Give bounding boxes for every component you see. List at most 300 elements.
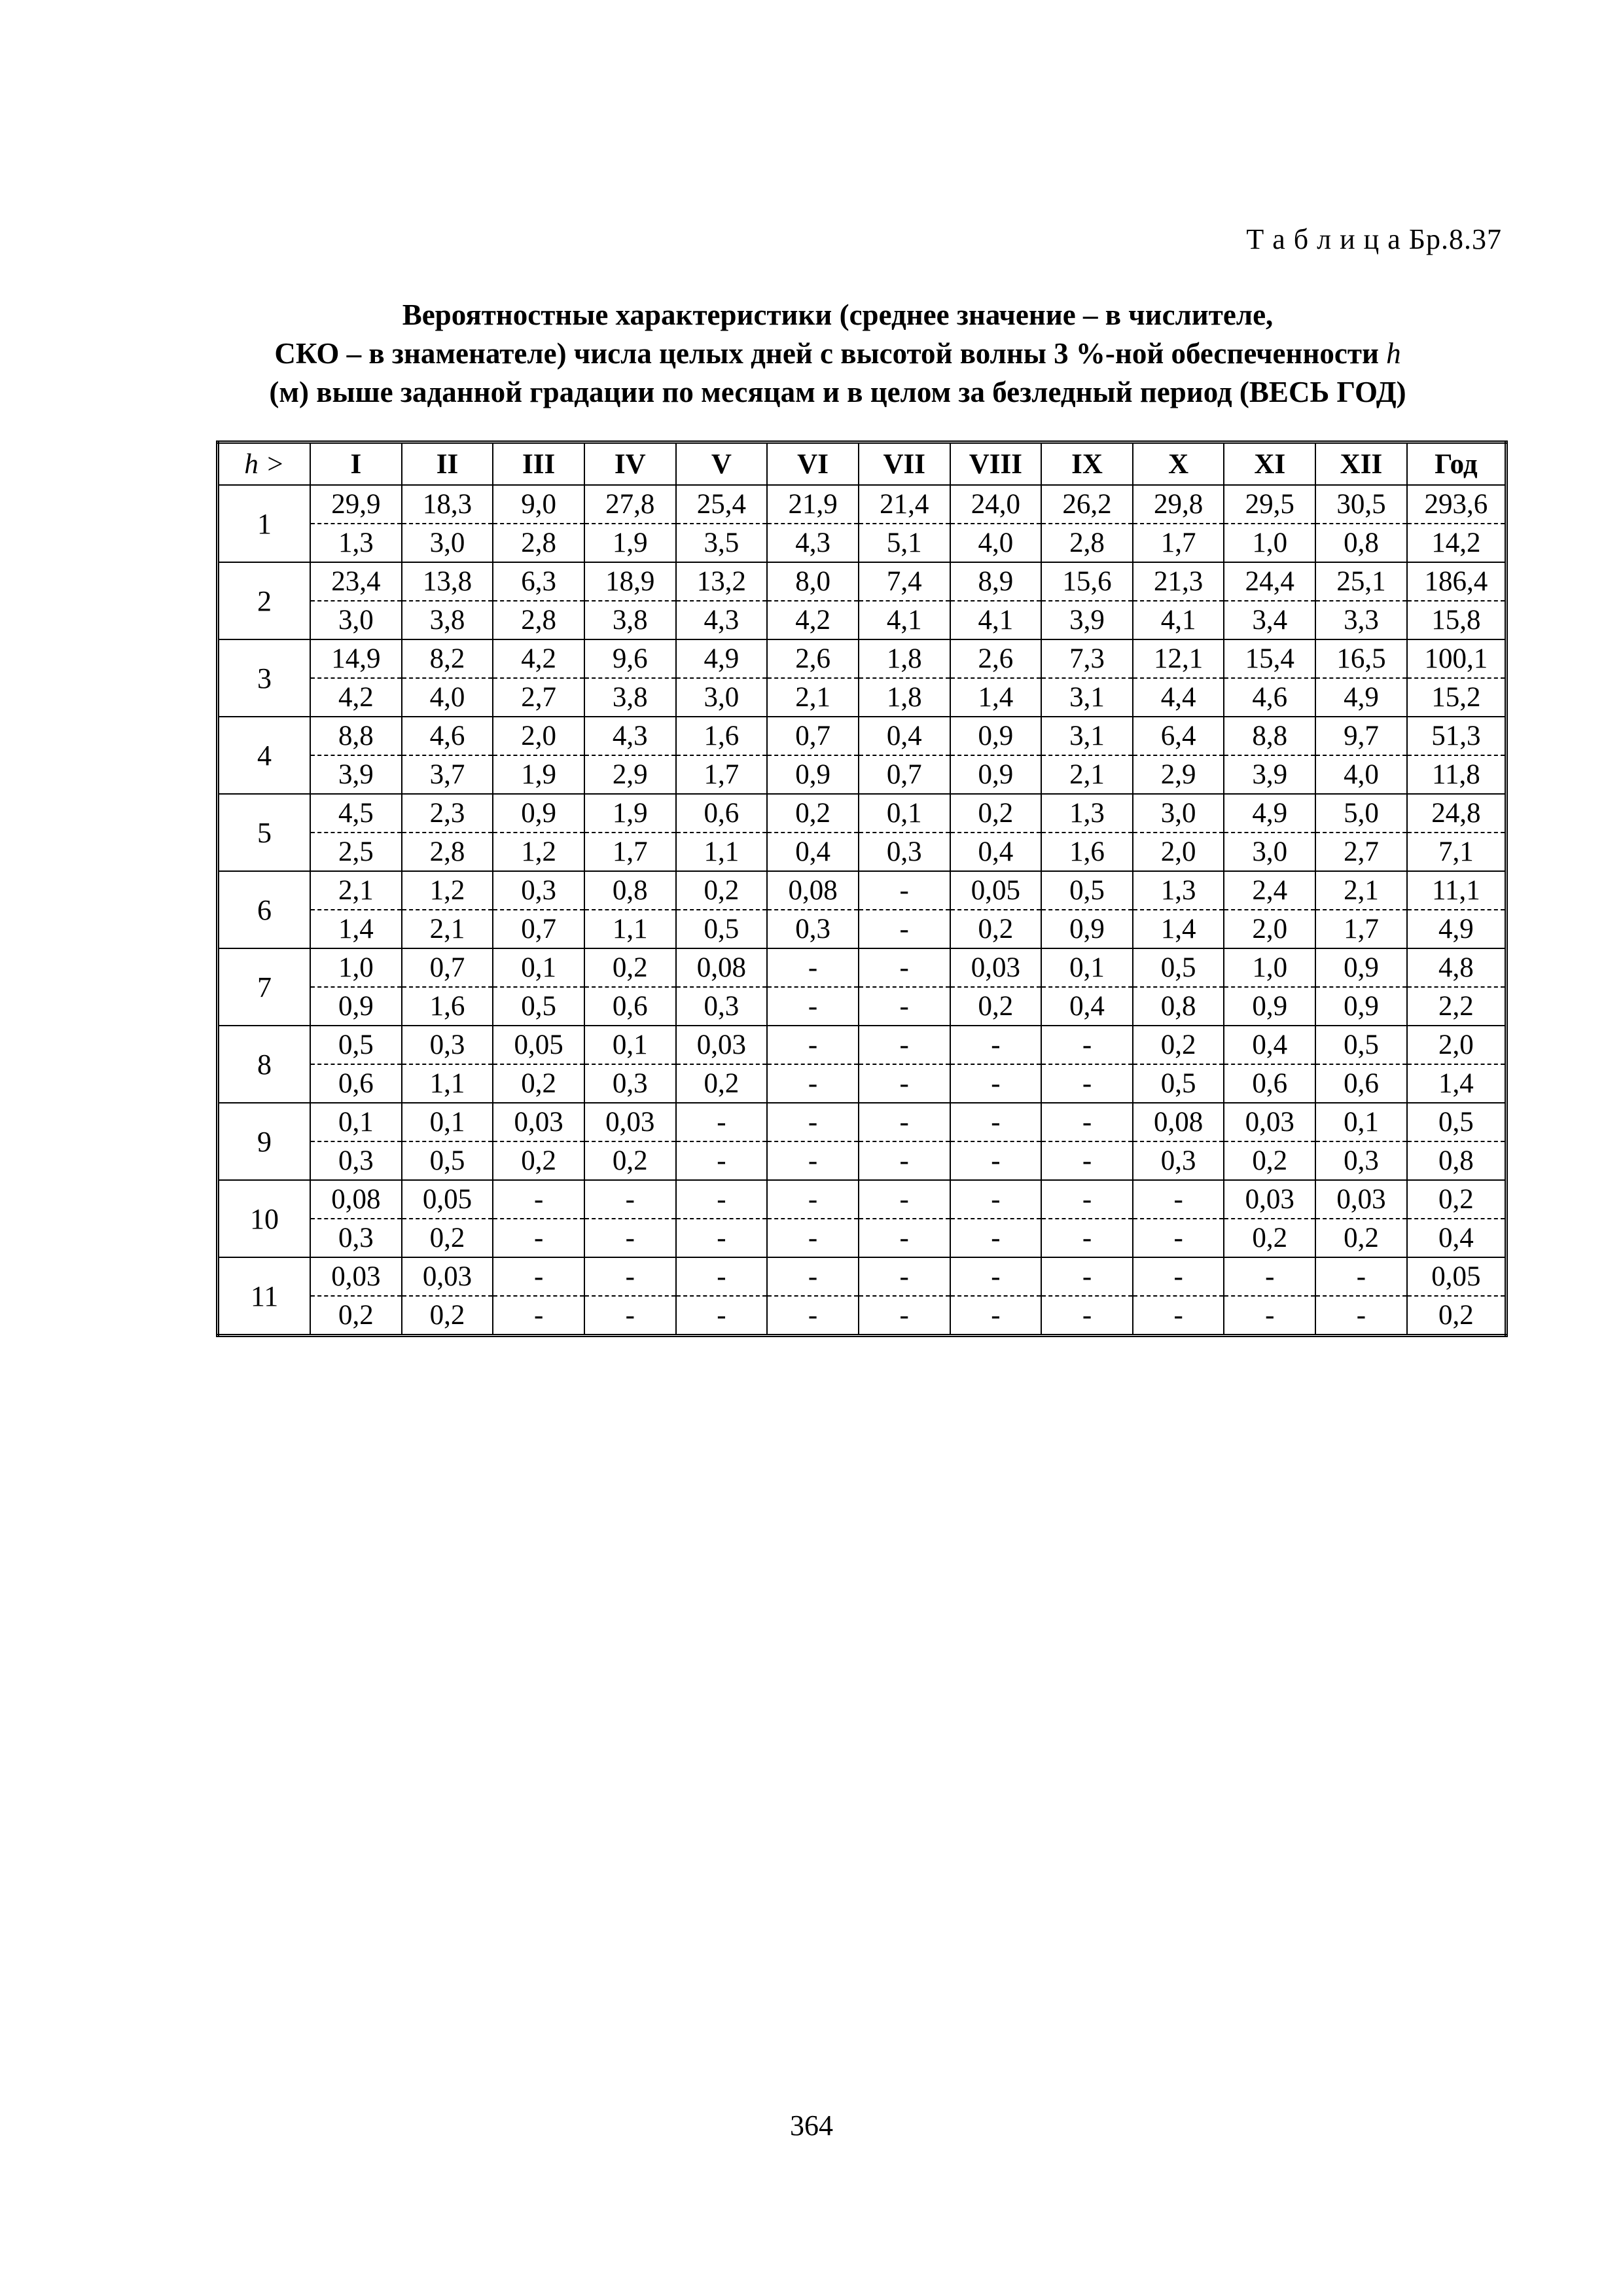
sd-cell: 0,3: [310, 1219, 402, 1257]
header-column: XII: [1315, 442, 1407, 486]
header-column: V: [676, 442, 768, 486]
mean-cell: 0,03: [676, 1026, 768, 1064]
mean-cell: 4,9: [1224, 794, 1315, 833]
sd-cell: 0,3: [1315, 1141, 1407, 1180]
mean-cell: 24,4: [1224, 562, 1315, 601]
mean-cell: 2,6: [767, 639, 859, 678]
sd-cell: 1,1: [402, 1064, 493, 1103]
mean-cell: 21,9: [767, 485, 859, 524]
mean-cell: 24,8: [1407, 794, 1507, 833]
mean-cell: 4,8: [1407, 948, 1507, 987]
sd-cell: 3,0: [402, 524, 493, 562]
mean-cell: -: [859, 1103, 950, 1141]
mean-cell: 0,5: [1407, 1103, 1507, 1141]
sd-cell: 0,2: [1224, 1141, 1315, 1180]
header-column: VI: [767, 442, 859, 486]
mean-cell: 12,1: [1133, 639, 1224, 678]
mean-cell: 0,9: [1315, 948, 1407, 987]
mean-cell: 1,9: [584, 794, 676, 833]
mean-cell: 0,6: [676, 794, 768, 833]
sd-cell: 14,2: [1407, 524, 1507, 562]
sd-cell: 0,8: [1133, 987, 1224, 1026]
page-number: 364: [790, 2109, 833, 2142]
sd-cell: 2,1: [1041, 755, 1133, 794]
mean-cell: 4,2: [493, 639, 584, 678]
table-row-mean: [218, 1103, 1507, 1141]
mean-cell: -: [767, 1257, 859, 1296]
sd-cell: 0,7: [859, 755, 950, 794]
sd-cell: -: [1224, 1296, 1315, 1336]
mean-cell: 0,5: [1041, 871, 1133, 910]
mean-cell: 0,2: [584, 948, 676, 987]
title-line-3: (м) выше заданной градации по месяцам и в целом за безледный период (ВЕСЬ ГОД): [269, 376, 1406, 408]
sd-cell: 1,1: [676, 833, 768, 871]
table-row-mean: [218, 717, 1507, 755]
sd-cell: 0,3: [584, 1064, 676, 1103]
header-column: VII: [859, 442, 950, 486]
header-column: XI: [1224, 442, 1315, 486]
sd-cell: -: [950, 1141, 1042, 1180]
mean-cell: -: [950, 1026, 1042, 1064]
sd-cell: 0,5: [402, 1141, 493, 1180]
mean-cell: -: [1224, 1257, 1315, 1296]
sd-cell: 0,2: [950, 987, 1042, 1026]
sd-cell: 0,8: [1315, 524, 1407, 562]
mean-cell: 8,8: [310, 717, 402, 755]
header-column: VIII: [950, 442, 1042, 486]
sd-cell: -: [584, 1296, 676, 1336]
sd-cell: 4,2: [767, 601, 859, 639]
sd-cell: -: [859, 910, 950, 948]
sd-cell: 0,6: [584, 987, 676, 1026]
mean-cell: 24,0: [950, 485, 1042, 524]
mean-cell: 100,1: [1407, 639, 1507, 678]
mean-cell: -: [859, 948, 950, 987]
mean-cell: 15,4: [1224, 639, 1315, 678]
sd-cell: 0,3: [767, 910, 859, 948]
mean-cell: 13,2: [676, 562, 768, 601]
header-column: IX: [1041, 442, 1133, 486]
mean-cell: -: [1041, 1180, 1133, 1219]
threshold-cell: 1: [218, 485, 311, 562]
mean-cell: 29,9: [310, 485, 402, 524]
sd-cell: 0,3: [676, 987, 768, 1026]
threshold-cell: 4: [218, 717, 311, 794]
mean-cell: 16,5: [1315, 639, 1407, 678]
mean-cell: 0,5: [1133, 948, 1224, 987]
mean-cell: 27,8: [584, 485, 676, 524]
mean-cell: 9,7: [1315, 717, 1407, 755]
sd-cell: 4,3: [676, 601, 768, 639]
mean-cell: 8,2: [402, 639, 493, 678]
mean-cell: 0,9: [950, 717, 1042, 755]
header-column: II: [402, 442, 493, 486]
title-variable-h: h: [1386, 337, 1401, 370]
mean-cell: 2,0: [1407, 1026, 1507, 1064]
mean-cell: 0,1: [493, 948, 584, 987]
mean-cell: 51,3: [1407, 717, 1507, 755]
sd-cell: 1,4: [310, 910, 402, 948]
mean-cell: 9,6: [584, 639, 676, 678]
table-row-mean: [218, 562, 1507, 601]
header-column: III: [493, 442, 584, 486]
mean-cell: -: [1133, 1180, 1224, 1219]
sd-cell: -: [950, 1219, 1042, 1257]
mean-cell: 0,5: [1315, 1026, 1407, 1064]
mean-cell: 0,03: [950, 948, 1042, 987]
sd-cell: 1,3: [310, 524, 402, 562]
title-line-2-text: СКО – в знаменателе) числа целых дней с высотой волны 3 %-ной обеспеченности: [274, 337, 1379, 370]
sd-cell: -: [859, 987, 950, 1026]
mean-cell: 23,4: [310, 562, 402, 601]
mean-cell: 0,05: [493, 1026, 584, 1064]
mean-cell: 0,03: [1224, 1103, 1315, 1141]
sd-cell: 0,9: [950, 755, 1042, 794]
sd-cell: 2,0: [1133, 833, 1224, 871]
mean-cell: 0,5: [310, 1026, 402, 1064]
mean-cell: 0,8: [584, 871, 676, 910]
mean-cell: 0,03: [310, 1257, 402, 1296]
mean-cell: 0,03: [584, 1103, 676, 1141]
table-row-mean: [218, 1257, 1507, 1296]
mean-cell: -: [1041, 1257, 1133, 1296]
sd-cell: -: [767, 1064, 859, 1103]
sd-cell: 0,2: [1407, 1296, 1507, 1336]
table-row-sd: [218, 910, 1507, 948]
title-line-1: Вероятностные характеристики (среднее значение – в числителе,: [402, 298, 1274, 331]
sd-cell: 0,7: [493, 910, 584, 948]
mean-cell: 1,6: [676, 717, 768, 755]
mean-cell: 3,0: [1133, 794, 1224, 833]
mean-cell: 13,8: [402, 562, 493, 601]
sd-cell: 4,2: [310, 678, 402, 717]
sd-cell: 3,3: [1315, 601, 1407, 639]
table-label: Т а б л и ц а Бр.8.37: [1246, 223, 1502, 255]
mean-cell: 0,2: [767, 794, 859, 833]
sd-cell: -: [950, 1064, 1042, 1103]
mean-cell: 6,3: [493, 562, 584, 601]
sd-cell: 2,8: [493, 601, 584, 639]
sd-cell: 4,0: [950, 524, 1042, 562]
sd-cell: 1,4: [1407, 1064, 1507, 1103]
sd-cell: 1,4: [1133, 910, 1224, 948]
mean-cell: 0,1: [310, 1103, 402, 1141]
sd-cell: 0,2: [1315, 1219, 1407, 1257]
sd-cell: 3,8: [584, 678, 676, 717]
mean-cell: 0,9: [493, 794, 584, 833]
mean-cell: -: [676, 1180, 768, 1219]
mean-cell: 0,1: [1041, 948, 1133, 987]
sd-cell: 2,2: [1407, 987, 1507, 1026]
mean-cell: 3,1: [1041, 717, 1133, 755]
mean-cell: 6,4: [1133, 717, 1224, 755]
mean-cell: 0,03: [1315, 1180, 1407, 1219]
sd-cell: 2,0: [1224, 910, 1315, 948]
mean-cell: 0,05: [950, 871, 1042, 910]
threshold-cell: 6: [218, 871, 311, 948]
sd-cell: -: [767, 1219, 859, 1257]
table-row-sd: [218, 678, 1507, 717]
sd-cell: 2,9: [584, 755, 676, 794]
table-row-mean: [218, 639, 1507, 678]
table-header-row: [218, 442, 1507, 486]
mean-cell: 4,5: [310, 794, 402, 833]
mean-cell: -: [1133, 1257, 1224, 1296]
mean-cell: 0,7: [767, 717, 859, 755]
sd-cell: 3,1: [1041, 678, 1133, 717]
mean-cell: 1,3: [1133, 871, 1224, 910]
sd-cell: 2,8: [402, 833, 493, 871]
mean-cell: 0,08: [1133, 1103, 1224, 1141]
sd-cell: 2,7: [493, 678, 584, 717]
sd-cell: 2,7: [1315, 833, 1407, 871]
table-row-sd: [218, 833, 1507, 871]
mean-cell: 21,3: [1133, 562, 1224, 601]
sd-cell: 0,9: [1224, 987, 1315, 1026]
sd-cell: -: [1315, 1296, 1407, 1336]
threshold-cell: 9: [218, 1103, 311, 1180]
sd-cell: 1,2: [493, 833, 584, 871]
mean-cell: 21,4: [859, 485, 950, 524]
header-column: I: [310, 442, 402, 486]
threshold-cell: 5: [218, 794, 311, 871]
mean-cell: -: [676, 1257, 768, 1296]
sd-cell: 1,6: [402, 987, 493, 1026]
sd-cell: 0,5: [676, 910, 768, 948]
table-title: [190, 296, 1486, 412]
mean-cell: 18,9: [584, 562, 676, 601]
mean-cell: 0,2: [1133, 1026, 1224, 1064]
sd-cell: 2,1: [402, 910, 493, 948]
mean-cell: 29,5: [1224, 485, 1315, 524]
sd-cell: 1,7: [1133, 524, 1224, 562]
sd-cell: 2,8: [493, 524, 584, 562]
sd-cell: -: [1041, 1141, 1133, 1180]
sd-cell: 3,0: [1224, 833, 1315, 871]
table-row-sd: [218, 1064, 1507, 1103]
sd-cell: -: [950, 1296, 1042, 1336]
table-row-mean: [218, 871, 1507, 910]
threshold-cell: 8: [218, 1026, 311, 1103]
sd-cell: 15,2: [1407, 678, 1507, 717]
sd-cell: 0,2: [950, 910, 1042, 948]
sd-cell: 0,9: [1041, 910, 1133, 948]
sd-cell: 5,1: [859, 524, 950, 562]
mean-cell: -: [950, 1180, 1042, 1219]
sd-cell: 0,9: [310, 987, 402, 1026]
sd-cell: 4,6: [1224, 678, 1315, 717]
sd-cell: 0,8: [1407, 1141, 1507, 1180]
sd-cell: 2,8: [1041, 524, 1133, 562]
mean-cell: 8,8: [1224, 717, 1315, 755]
sd-cell: 0,3: [859, 833, 950, 871]
sd-cell: 4,0: [1315, 755, 1407, 794]
sd-cell: -: [676, 1141, 768, 1180]
mean-cell: 7,3: [1041, 639, 1133, 678]
mean-cell: 0,08: [310, 1180, 402, 1219]
mean-cell: 0,7: [402, 948, 493, 987]
sd-cell: -: [859, 1064, 950, 1103]
mean-cell: 26,2: [1041, 485, 1133, 524]
mean-cell: 8,9: [950, 562, 1042, 601]
mean-cell: -: [767, 1180, 859, 1219]
sd-cell: 1,9: [584, 524, 676, 562]
sd-cell: -: [584, 1219, 676, 1257]
sd-cell: -: [676, 1296, 768, 1336]
mean-cell: 186,4: [1407, 562, 1507, 601]
sd-cell: -: [1133, 1219, 1224, 1257]
mean-cell: 2,4: [1224, 871, 1315, 910]
sd-cell: 4,1: [1133, 601, 1224, 639]
sd-cell: -: [1133, 1296, 1224, 1336]
sd-cell: 3,9: [1224, 755, 1315, 794]
header-column: X: [1133, 442, 1224, 486]
sd-cell: 1,0: [1224, 524, 1315, 562]
sd-cell: 0,2: [310, 1296, 402, 1336]
sd-cell: -: [1041, 1064, 1133, 1103]
sd-cell: -: [1041, 1296, 1133, 1336]
mean-cell: -: [859, 871, 950, 910]
table-row-mean: [218, 1026, 1507, 1064]
mean-cell: -: [859, 1257, 950, 1296]
mean-cell: 0,03: [1224, 1180, 1315, 1219]
mean-cell: -: [1041, 1103, 1133, 1141]
sd-cell: -: [859, 1296, 950, 1336]
sd-cell: -: [859, 1141, 950, 1180]
sd-cell: 0,3: [1133, 1141, 1224, 1180]
mean-cell: 0,05: [1407, 1257, 1507, 1296]
table-row-mean: [218, 485, 1507, 524]
sd-cell: 4,3: [767, 524, 859, 562]
mean-cell: 4,3: [584, 717, 676, 755]
sd-cell: 3,0: [676, 678, 768, 717]
sd-cell: 0,4: [950, 833, 1042, 871]
mean-cell: 0,4: [859, 717, 950, 755]
mean-cell: 4,9: [676, 639, 768, 678]
sd-cell: -: [1041, 1219, 1133, 1257]
sd-cell: 0,2: [493, 1064, 584, 1103]
table-row-mean: [218, 1180, 1507, 1219]
sd-cell: 0,2: [402, 1296, 493, 1336]
mean-cell: -: [1315, 1257, 1407, 1296]
mean-cell: 8,0: [767, 562, 859, 601]
mean-cell: 0,05: [402, 1180, 493, 1219]
mean-cell: 293,6: [1407, 485, 1507, 524]
sd-cell: 3,7: [402, 755, 493, 794]
sd-cell: 4,0: [402, 678, 493, 717]
mean-cell: 1,2: [402, 871, 493, 910]
sd-cell: 1,6: [1041, 833, 1133, 871]
sd-cell: 0,9: [1315, 987, 1407, 1026]
sd-cell: 4,1: [950, 601, 1042, 639]
mean-cell: 2,6: [950, 639, 1042, 678]
sd-cell: -: [767, 1141, 859, 1180]
sd-cell: 1,9: [493, 755, 584, 794]
mean-cell: -: [859, 1180, 950, 1219]
sd-cell: 1,4: [950, 678, 1042, 717]
mean-cell: 0,1: [859, 794, 950, 833]
mean-cell: 2,3: [402, 794, 493, 833]
sd-cell: -: [493, 1296, 584, 1336]
mean-cell: 0,2: [950, 794, 1042, 833]
mean-cell: 29,8: [1133, 485, 1224, 524]
mean-cell: 0,08: [767, 871, 859, 910]
sd-cell: 1,7: [676, 755, 768, 794]
sd-cell: 2,1: [767, 678, 859, 717]
sd-cell: 1,1: [584, 910, 676, 948]
mean-cell: 1,0: [310, 948, 402, 987]
mean-cell: -: [584, 1257, 676, 1296]
header-column: Год: [1407, 442, 1507, 486]
mean-cell: 0,3: [402, 1026, 493, 1064]
sd-cell: 3,5: [676, 524, 768, 562]
header-column: IV: [584, 442, 676, 486]
sd-cell: 3,4: [1224, 601, 1315, 639]
sd-cell: 0,5: [493, 987, 584, 1026]
mean-cell: -: [767, 948, 859, 987]
table-row-mean: [218, 794, 1507, 833]
mean-cell: 11,1: [1407, 871, 1507, 910]
mean-cell: 15,6: [1041, 562, 1133, 601]
mean-cell: -: [767, 1026, 859, 1064]
mean-cell: 0,2: [1407, 1180, 1507, 1219]
threshold-cell: 3: [218, 639, 311, 717]
sd-cell: 0,4: [767, 833, 859, 871]
mean-cell: 2,0: [493, 717, 584, 755]
title-line-2: [190, 334, 1486, 373]
mean-cell: -: [950, 1103, 1042, 1141]
table-row-sd: [218, 1141, 1507, 1180]
mean-cell: 9,0: [493, 485, 584, 524]
sd-cell: 3,0: [310, 601, 402, 639]
mean-cell: -: [950, 1257, 1042, 1296]
sd-cell: 4,9: [1407, 910, 1507, 948]
table-row-mean: [218, 948, 1507, 987]
sd-cell: 15,8: [1407, 601, 1507, 639]
sd-cell: 3,8: [402, 601, 493, 639]
sd-cell: -: [676, 1219, 768, 1257]
mean-cell: 0,08: [676, 948, 768, 987]
mean-cell: 0,4: [1224, 1026, 1315, 1064]
sd-cell: 0,4: [1407, 1219, 1507, 1257]
mean-cell: -: [1041, 1026, 1133, 1064]
mean-cell: 30,5: [1315, 485, 1407, 524]
sd-cell: 1,7: [584, 833, 676, 871]
mean-cell: 1,8: [859, 639, 950, 678]
sd-cell: -: [859, 1219, 950, 1257]
mean-cell: 1,3: [1041, 794, 1133, 833]
mean-cell: 5,0: [1315, 794, 1407, 833]
threshold-cell: 11: [218, 1257, 311, 1336]
wave-days-table: [216, 440, 1508, 1337]
table-body: [218, 485, 1507, 1336]
mean-cell: -: [676, 1103, 768, 1141]
sd-cell: 7,1: [1407, 833, 1507, 871]
mean-cell: 0,1: [402, 1103, 493, 1141]
threshold-cell: 7: [218, 948, 311, 1026]
sd-cell: -: [767, 987, 859, 1026]
sd-cell: 2,9: [1133, 755, 1224, 794]
sd-cell: 4,9: [1315, 678, 1407, 717]
sd-cell: 4,4: [1133, 678, 1224, 717]
sd-cell: 0,2: [1224, 1219, 1315, 1257]
mean-cell: 0,2: [676, 871, 768, 910]
table-row-sd: [218, 987, 1507, 1026]
sd-cell: 2,5: [310, 833, 402, 871]
mean-cell: -: [859, 1026, 950, 1064]
sd-cell: 0,5: [1133, 1064, 1224, 1103]
mean-cell: 0,1: [584, 1026, 676, 1064]
